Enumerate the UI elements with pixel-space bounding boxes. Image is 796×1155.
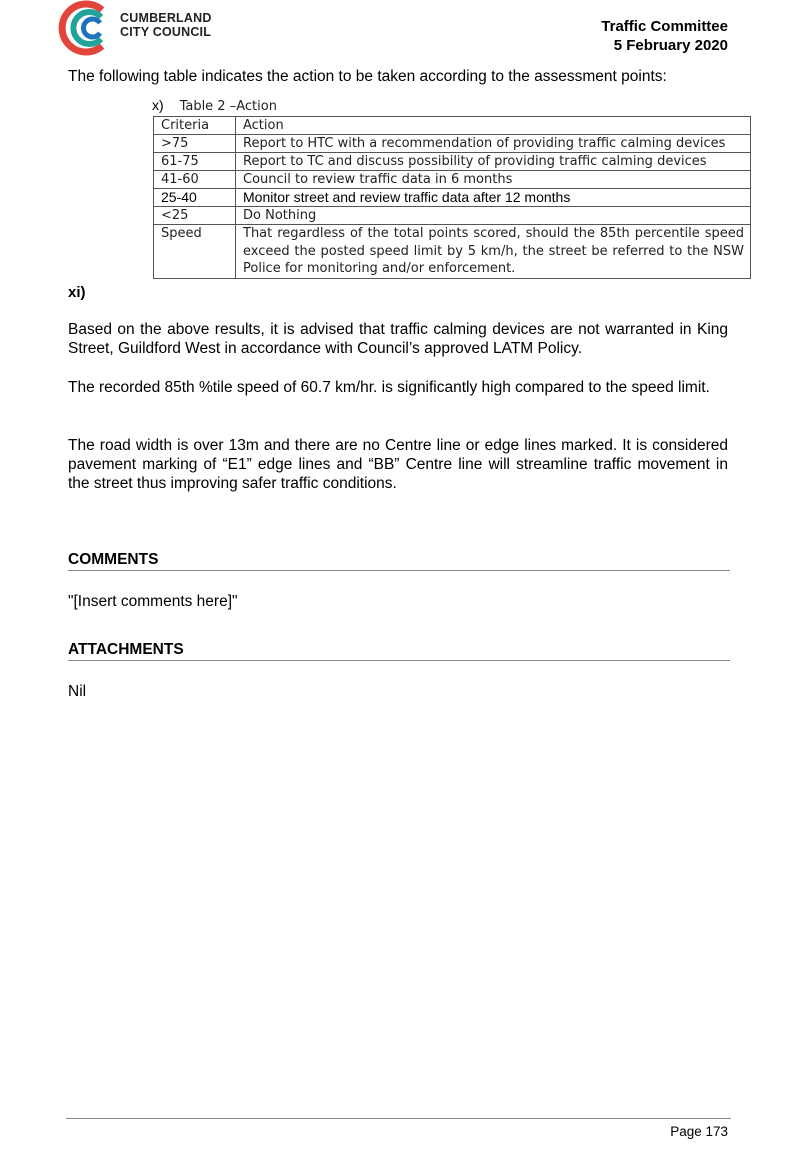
org-name-line2: CITY COUNCIL [120,25,212,39]
table-caption [152,97,277,114]
criteria-cell: >75 [154,135,236,153]
table-row [154,207,751,225]
header-action: Action [236,117,751,135]
table-header-row [154,117,751,135]
page-number: Page 173 [670,1124,728,1139]
criteria-cell: 25-40 [154,189,236,207]
table-row [154,189,751,207]
comments-text: "[Insert comments here]" [68,593,238,610]
header-criteria: Criteria [154,117,236,135]
paragraph-speed: The recorded 85th %tile speed of 60.7 km/hr. is significantly high compared to the speed limit. [68,379,710,396]
action-cell: Council to review traffic data in 6 months [236,171,751,189]
table-number: x) [152,97,164,113]
document-header [601,17,728,55]
table-row [154,171,751,189]
table-row [154,153,751,171]
committee-name: Traffic Committee [601,18,728,35]
criteria-cell: <25 [154,207,236,225]
criteria-cell: 61-75 [154,153,236,171]
table-row [154,135,751,153]
intro-text: The following table indicates the action to be taken according to the assessment points: [68,68,667,85]
comments-heading: COMMENTS [68,551,730,571]
org-name-line1: CUMBERLAND [120,11,212,25]
list-marker-xi: xi) [68,284,86,301]
action-cell: That regardless of the total points scored, should the 85th percentile speed exceed the posted speed limit by 5 km/h, the street be referred to the NSW Police for monitoring and/or enforcement. [236,225,751,279]
attachments-heading: ATTACHMENTS [68,641,730,661]
table-title: Table 2 –Action [179,99,277,114]
org-name [120,11,212,39]
action-cell: Do Nothing [236,207,751,225]
action-cell: Report to TC and discuss possibility of providing traffic calming devices [236,153,751,171]
table-row [154,225,751,279]
criteria-cell: Speed [154,225,236,279]
paragraph-results: Based on the above results, it is advised that traffic calming devices are not warranted in King Street, Guildford West in accordance with Council’s approved LATM Policy. [68,321,728,357]
paragraph-road-width: The road width is over 13m and there are no Centre line or edge lines marked. It is considered pavement marking of “E1” edge lines and “BB” Centre line will streamline traffic movement in the street thus improving safer traffic conditions. [68,437,728,492]
meeting-date: 5 February 2020 [613,37,728,54]
action-cell: Report to HTC with a recommendation of providing traffic calming devices [236,135,751,153]
action-cell: Monitor street and review traffic data after 12 months [236,189,751,207]
footer-divider [66,1118,731,1119]
criteria-cell: 41-60 [154,171,236,189]
action-table [153,116,751,279]
attachments-text: Nil [68,683,87,700]
council-logo-mark [58,0,118,56]
